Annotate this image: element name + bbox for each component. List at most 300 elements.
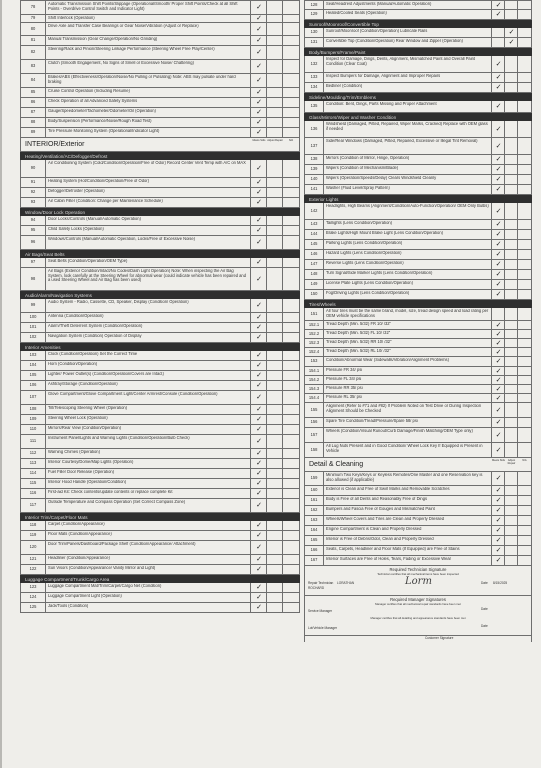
meets-standards-checkbox[interactable]: ✓ [250,381,267,390]
meets-standards-checkbox[interactable]: ✓ [250,459,267,468]
not-applicable-checkbox[interactable] [282,36,299,45]
meets-standards-checkbox[interactable]: ✓ [491,175,505,184]
adjust-repair-checkbox[interactable] [504,376,518,384]
meets-standards-checkbox[interactable]: ✓ [491,556,505,565]
adjust-repair-checkbox[interactable] [504,220,518,229]
meets-standards-checkbox[interactable]: ✓ [491,428,505,442]
meets-standards-checkbox[interactable]: ✓ [491,536,505,545]
not-applicable-checkbox[interactable] [282,391,299,404]
adjust-repair-checkbox[interactable] [266,361,283,370]
adjust-repair-checkbox[interactable] [504,418,518,427]
not-applicable-checkbox[interactable] [282,565,299,574]
adjust-repair-checkbox[interactable] [504,394,518,402]
meets-standards-checkbox[interactable]: ✓ [250,489,267,498]
not-applicable-checkbox[interactable] [517,357,531,366]
not-applicable-checkbox[interactable] [517,385,531,393]
not-applicable-checkbox[interactable] [282,74,299,87]
meets-standards-checkbox[interactable]: ✓ [491,376,505,384]
item-number: 158 [305,443,324,457]
meets-standards-checkbox[interactable]: ✓ [250,188,267,197]
meets-standards-checkbox[interactable]: ✓ [250,160,267,177]
adjust-repair-checkbox[interactable] [266,88,283,97]
adjust-repair-checkbox[interactable] [266,449,283,458]
meets-standards-checkbox[interactable]: ✓ [491,270,505,279]
meets-standards-checkbox[interactable]: ✓ [491,290,505,299]
adjust-repair-checkbox[interactable] [266,98,283,107]
adjust-repair-checkbox[interactable] [266,313,283,322]
adjust-repair-checkbox[interactable] [266,603,283,612]
adjust-repair-checkbox[interactable] [504,165,518,174]
checklist-row [20,479,300,489]
adjust-repair-checkbox[interactable] [266,391,283,404]
meets-standards-checkbox[interactable]: ✓ [250,333,267,342]
not-applicable-checkbox[interactable] [517,394,531,402]
not-applicable-checkbox[interactable] [517,348,531,356]
adjust-repair-checkbox[interactable] [266,15,283,22]
adjust-repair-checkbox[interactable] [266,351,283,360]
adjust-repair-checkbox[interactable] [266,521,283,530]
not-applicable-checkbox[interactable] [517,290,531,299]
adjust-repair-checkbox[interactable]: ✓ [504,28,518,37]
adjust-repair-checkbox[interactable] [266,1,283,14]
meets-standards-checkbox[interactable]: ✓ [491,230,505,239]
adjust-repair-checkbox[interactable] [266,489,283,498]
adjust-repair-checkbox[interactable] [504,138,518,154]
adjust-repair-checkbox[interactable] [504,348,518,356]
not-applicable-checkbox[interactable] [282,405,299,414]
not-applicable-checkbox[interactable] [517,486,531,495]
not-applicable-checkbox[interactable] [517,138,531,154]
meets-standards-checkbox[interactable]: ✓ [491,83,505,92]
meets-standards-checkbox[interactable]: ✓ [250,583,267,592]
not-applicable-checkbox[interactable] [282,499,299,512]
not-applicable-checkbox[interactable] [517,83,531,92]
adjust-repair-checkbox[interactable] [266,160,283,177]
not-applicable-checkbox[interactable] [517,73,531,82]
meets-standards-checkbox[interactable]: ✓ [491,155,505,164]
meets-standards-checkbox[interactable]: ✓ [250,46,267,59]
meets-standards-checkbox[interactable]: ✓ [491,357,505,366]
not-applicable-checkbox[interactable] [282,323,299,332]
not-applicable-checkbox[interactable] [517,1,531,9]
meets-standards-checkbox[interactable]: ✓ [491,165,505,174]
not-applicable-checkbox[interactable] [282,555,299,564]
meets-standards-checkbox[interactable]: ✓ [491,486,505,495]
meets-standards-checkbox[interactable]: ✓ [250,74,267,87]
adjust-repair-checkbox[interactable] [266,425,283,434]
meets-standards-checkbox[interactable]: ✓ [491,240,505,249]
not-applicable-checkbox[interactable] [517,38,531,47]
meets-standards-checkbox[interactable]: ✓ [250,258,267,267]
not-applicable-checkbox[interactable] [517,155,531,164]
adjust-repair-checkbox[interactable] [504,428,518,442]
adjust-repair-checkbox[interactable] [266,435,283,448]
meets-standards-checkbox[interactable]: ✓ [491,73,505,82]
not-applicable-checkbox[interactable] [282,435,299,448]
meets-standards-checkbox[interactable]: ✓ [491,260,505,269]
item-description: Interior Hood Handle (Operation/Condition) [48,480,127,484]
adjust-repair-checkbox[interactable] [504,526,518,535]
meets-standards-checkbox[interactable]: ✓ [250,521,267,530]
meets-standards-checkbox[interactable]: ✓ [250,98,267,107]
not-applicable-checkbox[interactable] [517,516,531,525]
adjust-repair-checkbox[interactable]: ✓ [504,38,518,47]
meets-standards-checkbox[interactable]: ✓ [250,391,267,404]
adjust-repair-checkbox[interactable] [504,155,518,164]
adjust-repair-checkbox[interactable] [266,128,283,137]
meets-standards-checkbox[interactable] [491,38,505,47]
meets-standards-checkbox[interactable]: ✓ [250,351,267,360]
meets-standards-checkbox[interactable]: ✓ [491,220,505,229]
not-applicable-checkbox[interactable] [282,425,299,434]
meets-standards-checkbox[interactable]: ✓ [250,226,267,235]
not-applicable-checkbox[interactable] [517,526,531,535]
checklist-row [304,260,532,270]
meets-standards-checkbox[interactable]: ✓ [250,415,267,424]
adjust-repair-checkbox[interactable] [504,290,518,299]
adjust-repair-checkbox[interactable] [266,381,283,390]
meets-standards-checkbox[interactable]: ✓ [491,418,505,427]
adjust-repair-checkbox[interactable] [266,541,283,554]
not-applicable-checkbox[interactable] [282,381,299,390]
not-applicable-checkbox[interactable] [517,28,531,37]
not-applicable-checkbox[interactable] [517,506,531,515]
meets-standards-checkbox[interactable]: ✓ [250,603,267,612]
not-applicable-checkbox[interactable] [517,240,531,249]
adjust-repair-checkbox[interactable] [504,203,518,219]
adjust-repair-checkbox[interactable] [266,555,283,564]
not-applicable-checkbox[interactable] [282,531,299,540]
not-applicable-checkbox[interactable] [517,403,531,417]
adjust-repair-checkbox[interactable] [504,175,518,184]
not-applicable-checkbox[interactable] [282,226,299,235]
meets-standards-checkbox[interactable]: ✓ [250,15,267,22]
meets-standards-checkbox[interactable]: ✓ [250,565,267,574]
adjust-repair-checkbox[interactable] [266,46,283,59]
not-applicable-checkbox[interactable] [517,10,531,19]
not-applicable-checkbox[interactable] [517,260,531,269]
checklist-row [304,185,532,195]
not-applicable-checkbox[interactable] [282,361,299,370]
meets-standards-checkbox[interactable]: ✓ [250,178,267,187]
not-applicable-checkbox[interactable] [282,188,299,197]
not-applicable-checkbox[interactable] [282,46,299,59]
adjust-repair-checkbox[interactable] [266,268,283,290]
meets-standards-checkbox[interactable]: ✓ [491,339,505,347]
adjust-repair-checkbox[interactable] [266,405,283,414]
meets-standards-checkbox[interactable]: ✓ [491,321,505,329]
meets-standards-checkbox[interactable]: ✓ [491,250,505,259]
adjust-repair-checkbox[interactable] [266,371,283,380]
meets-standards-checkbox[interactable]: ✓ [491,1,505,9]
not-applicable-checkbox[interactable] [517,203,531,219]
adjust-repair-checkbox[interactable] [266,469,283,478]
meets-standards-checkbox[interactable]: ✓ [491,403,505,417]
meets-standards-checkbox[interactable]: ✓ [250,236,267,249]
adjust-repair-checkbox[interactable] [504,101,518,112]
adjust-repair-checkbox[interactable] [504,339,518,347]
adjust-repair-checkbox[interactable] [504,240,518,249]
meets-standards-checkbox[interactable]: ✓ [250,23,267,35]
not-applicable-checkbox[interactable] [282,1,299,14]
not-applicable-checkbox[interactable] [517,428,531,442]
adjust-repair-checkbox[interactable] [266,531,283,540]
meets-standards-checkbox[interactable]: ✓ [250,216,267,225]
adjust-repair-checkbox[interactable] [504,73,518,82]
not-applicable-checkbox[interactable] [517,418,531,427]
item-description: Fuel Filler Door Release (Operation) [48,470,114,474]
adjust-repair-checkbox[interactable] [504,83,518,92]
meets-standards-checkbox[interactable]: ✓ [491,138,505,154]
adjust-repair-checkbox[interactable] [504,472,518,485]
meets-standards-checkbox[interactable]: ✓ [250,469,267,478]
not-applicable-checkbox[interactable] [517,230,531,239]
not-applicable-checkbox[interactable] [282,108,299,117]
not-applicable-checkbox[interactable] [282,371,299,380]
meets-standards-checkbox[interactable]: ✓ [491,506,505,515]
not-applicable-checkbox[interactable] [282,258,299,267]
meets-standards-checkbox[interactable]: ✓ [250,88,267,97]
not-applicable-checkbox[interactable] [517,556,531,565]
meets-standards-checkbox[interactable]: ✓ [250,313,267,322]
not-applicable-checkbox[interactable] [517,536,531,545]
checklist-row [20,74,300,88]
meets-standards-checkbox[interactable]: ✓ [250,479,267,488]
not-applicable-checkbox[interactable] [282,449,299,458]
meets-standards-checkbox[interactable]: ✓ [250,425,267,434]
meets-standards-checkbox[interactable]: ✓ [491,10,505,19]
not-applicable-checkbox[interactable] [517,496,531,505]
not-applicable-checkbox[interactable] [282,15,299,22]
adjust-repair-checkbox[interactable] [266,198,283,207]
not-applicable-checkbox[interactable] [517,321,531,329]
meets-standards-checkbox[interactable]: ✓ [250,371,267,380]
not-applicable-checkbox[interactable] [517,101,531,112]
meets-standards-checkbox[interactable]: ✓ [491,101,505,112]
checklist-row [20,405,300,415]
not-applicable-checkbox[interactable] [282,118,299,127]
checklist-row [20,118,300,128]
meets-standards-checkbox[interactable]: ✓ [491,121,505,137]
adjust-repair-checkbox[interactable] [504,185,518,194]
not-applicable-checkbox[interactable] [517,376,531,384]
adjust-repair-checkbox[interactable] [266,299,283,312]
meets-standards-checkbox[interactable]: ✓ [250,299,267,312]
not-applicable-checkbox[interactable] [282,88,299,97]
not-applicable-checkbox[interactable] [282,236,299,249]
adjust-repair-checkbox[interactable] [504,357,518,366]
not-applicable-checkbox[interactable] [282,23,299,35]
adjust-repair-checkbox[interactable] [504,556,518,565]
adjust-repair-checkbox[interactable] [266,36,283,45]
adjust-repair-checkbox[interactable] [266,188,283,197]
not-applicable-checkbox[interactable] [282,521,299,530]
adjust-repair-checkbox[interactable] [504,321,518,329]
item-number: 152.4 [305,348,324,356]
not-applicable-checkbox[interactable] [282,98,299,107]
meets-standards-checkbox[interactable]: ✓ [250,108,267,117]
adjust-repair-checkbox[interactable] [266,323,283,332]
meets-standards-checkbox[interactable]: ✓ [250,593,267,602]
adjust-repair-checkbox[interactable] [266,60,283,73]
not-applicable-checkbox[interactable] [282,593,299,602]
adjust-repair-checkbox[interactable] [504,506,518,515]
adjust-repair-checkbox[interactable] [504,10,518,19]
not-applicable-checkbox[interactable] [517,185,531,194]
adjust-repair-checkbox[interactable] [504,330,518,338]
meets-standards-checkbox[interactable]: ✓ [250,1,267,14]
not-applicable-checkbox[interactable] [282,415,299,424]
not-applicable-checkbox[interactable] [282,603,299,612]
adjust-repair-checkbox[interactable] [266,216,283,225]
not-applicable-checkbox[interactable] [282,583,299,592]
adjust-repair-checkbox[interactable] [504,443,518,457]
meets-standards-checkbox[interactable]: ✓ [250,323,267,332]
adjust-repair-checkbox[interactable] [504,270,518,279]
checklist-row [20,323,300,333]
item-number: 101 [21,323,46,332]
not-applicable-checkbox[interactable] [517,472,531,485]
meets-standards-checkbox[interactable]: ✓ [491,546,505,555]
not-applicable-checkbox[interactable] [282,160,299,177]
not-applicable-checkbox[interactable] [517,270,531,279]
meets-standards-checkbox[interactable]: ✓ [491,443,505,457]
meets-standards-checkbox[interactable]: ✓ [491,516,505,525]
adjust-repair-checkbox[interactable] [266,178,283,187]
meets-standards-checkbox[interactable]: ✓ [491,330,505,338]
adjust-repair-checkbox[interactable] [504,260,518,269]
meets-standards-checkbox[interactable]: ✓ [250,449,267,458]
adjust-repair-checkbox[interactable] [266,226,283,235]
meets-standards-checkbox[interactable]: ✓ [491,56,505,72]
item-description: Turn Signal/Side Marker Lights (Lens Condition/Operation) [326,271,433,275]
adjust-repair-checkbox[interactable] [266,236,283,249]
meets-standards-checkbox[interactable] [491,28,505,37]
adjust-repair-checkbox[interactable] [266,333,283,342]
meets-standards-checkbox[interactable]: ✓ [250,405,267,414]
adjust-repair-checkbox[interactable] [266,593,283,602]
adjust-repair-checkbox[interactable] [504,536,518,545]
adjust-repair-checkbox[interactable] [504,250,518,259]
adjust-repair-checkbox[interactable] [266,499,283,512]
not-applicable-checkbox[interactable] [517,443,531,457]
meets-standards-checkbox[interactable]: ✓ [250,60,267,73]
not-applicable-checkbox[interactable] [282,469,299,478]
not-applicable-checkbox[interactable] [282,351,299,360]
not-applicable-checkbox[interactable] [517,330,531,338]
adjust-repair-checkbox[interactable] [504,496,518,505]
item-description: Wheels (Condition/Visual Runout/Curb Damage/Finish Matching/OEM Type only) [326,429,473,433]
not-applicable-checkbox[interactable] [517,121,531,137]
meets-standards-checkbox[interactable]: ✓ [250,435,267,448]
adjust-repair-checkbox[interactable] [504,121,518,137]
meets-standards-checkbox[interactable]: ✓ [250,36,267,45]
not-applicable-checkbox[interactable] [282,313,299,322]
adjust-repair-checkbox[interactable] [266,118,283,127]
meets-standards-checkbox[interactable]: ✓ [491,526,505,535]
not-applicable-checkbox[interactable] [282,299,299,312]
meets-standards-checkbox[interactable]: ✓ [250,118,267,127]
meets-standards-checkbox[interactable]: ✓ [491,203,505,219]
not-applicable-checkbox[interactable] [517,546,531,555]
adjust-repair-checkbox[interactable] [504,1,518,9]
meets-standards-checkbox[interactable]: ✓ [250,555,267,564]
meets-standards-checkbox[interactable]: ✓ [491,472,505,485]
not-applicable-checkbox[interactable] [282,178,299,187]
not-applicable-checkbox[interactable] [517,367,531,375]
meets-standards-checkbox[interactable]: ✓ [250,128,267,137]
meets-standards-checkbox[interactable]: ✓ [491,496,505,505]
not-applicable-checkbox[interactable] [282,216,299,225]
adjust-repair-checkbox[interactable] [266,565,283,574]
adjust-repair-checkbox[interactable] [266,479,283,488]
adjust-repair-checkbox[interactable] [504,280,518,289]
adjust-repair-checkbox[interactable] [266,74,283,87]
item-description: Cruise Control Operation (Including Resume) [48,89,130,93]
adjust-repair-checkbox[interactable] [504,367,518,375]
not-applicable-checkbox[interactable] [282,479,299,488]
adjust-repair-checkbox[interactable] [504,230,518,239]
not-applicable-checkbox[interactable] [517,250,531,259]
meets-standards-checkbox[interactable]: ✓ [491,385,505,393]
meets-standards-checkbox[interactable]: ✓ [250,499,267,512]
not-applicable-checkbox[interactable] [282,128,299,137]
meets-standards-checkbox[interactable]: ✓ [250,268,267,290]
adjust-repair-checkbox[interactable] [504,546,518,555]
meets-standards-checkbox[interactable]: ✓ [491,280,505,289]
not-applicable-checkbox[interactable] [282,541,299,554]
meets-standards-checkbox[interactable]: ✓ [250,361,267,370]
adjust-repair-checkbox[interactable] [504,403,518,417]
adjust-repair-checkbox[interactable] [504,385,518,393]
not-applicable-checkbox[interactable] [517,56,531,72]
meets-standards-checkbox[interactable]: ✓ [250,198,267,207]
adjust-repair-checkbox[interactable] [266,583,283,592]
not-applicable-checkbox[interactable] [517,280,531,289]
not-applicable-checkbox[interactable] [282,268,299,290]
not-applicable-checkbox[interactable] [517,165,531,174]
meets-standards-checkbox[interactable]: ✓ [250,541,267,554]
not-applicable-checkbox[interactable] [517,308,531,320]
section-header: Glass/Mirrors/Wiper and Washer Condition [304,113,532,121]
meets-standards-checkbox[interactable]: ✓ [491,367,505,375]
adjust-repair-checkbox[interactable] [504,56,518,72]
not-applicable-checkbox[interactable] [282,333,299,342]
meets-standards-checkbox[interactable]: ✓ [491,185,505,194]
meets-standards-checkbox[interactable] [491,308,505,320]
meets-standards-checkbox[interactable]: ✓ [491,394,505,402]
item-description: Luggage Compartment Light (Operation) [48,594,122,598]
adjust-repair-checkbox[interactable] [504,516,518,525]
not-applicable-checkbox[interactable] [517,220,531,229]
not-applicable-checkbox[interactable] [282,60,299,73]
meets-standards-checkbox[interactable]: ✓ [491,348,505,356]
adjust-repair-checkbox[interactable] [504,308,518,320]
not-applicable-checkbox[interactable] [282,459,299,468]
adjust-repair-checkbox[interactable] [266,415,283,424]
adjust-repair-checkbox[interactable] [266,23,283,35]
not-applicable-checkbox[interactable] [517,339,531,347]
adjust-repair-checkbox[interactable] [266,108,283,117]
adjust-repair-checkbox[interactable] [504,486,518,495]
meets-standards-checkbox[interactable]: ✓ [250,531,267,540]
not-applicable-checkbox[interactable] [282,489,299,498]
adjust-repair-checkbox[interactable] [266,258,283,267]
not-applicable-checkbox[interactable] [282,198,299,207]
item-description: Tread Depth (Min. 5/32) RL 10/ /32" [326,349,391,353]
not-applicable-checkbox[interactable] [517,175,531,184]
adjust-repair-checkbox[interactable] [266,459,283,468]
